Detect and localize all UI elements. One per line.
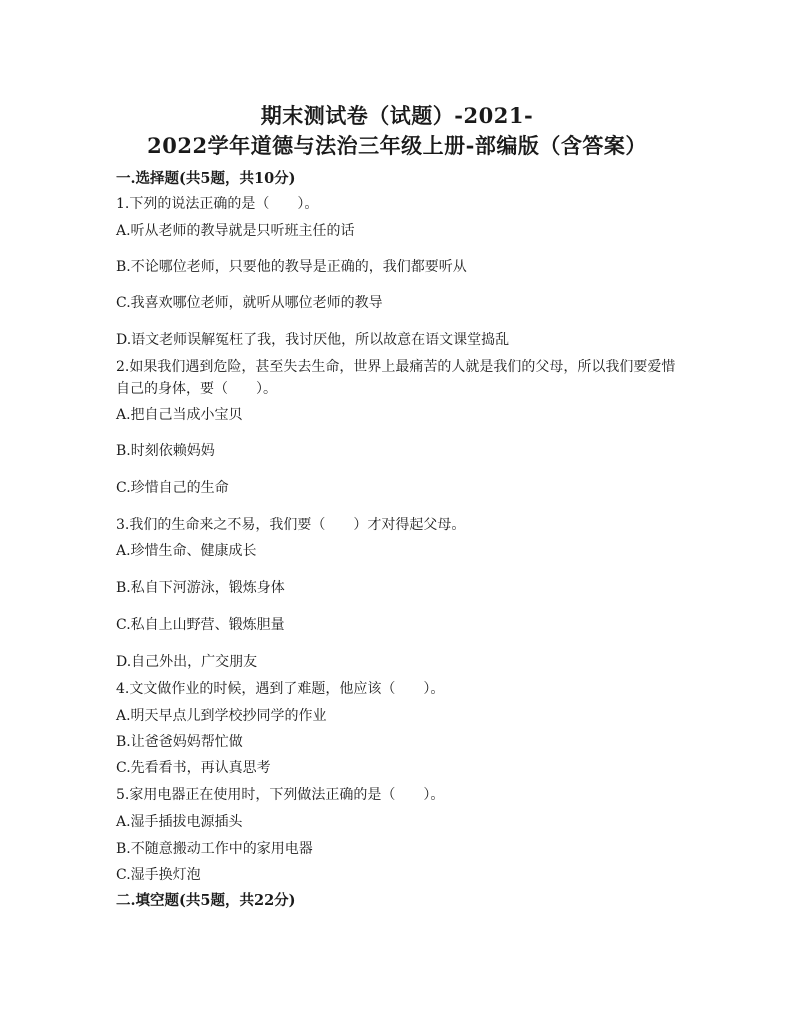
q3-option-c: C.私自上山野营、锻炼胆量 <box>116 617 285 633</box>
q3-option-b: B.私自下河游泳，锻炼身体 <box>116 580 285 596</box>
q2-option-a: A.把自己当成小宝贝 <box>116 407 243 423</box>
q5-option-b: B.不随意搬动工作中的家用电器 <box>116 841 313 857</box>
q1-option-c: C.我喜欢哪位老师，就听从哪位老师的教导 <box>116 295 383 311</box>
question-stem-1: 1.下列的说法正确的是（ ）。 <box>116 196 319 212</box>
q4-option-c: C.先看看书，再认真思考 <box>116 760 271 776</box>
question-stem-3: 3.我们的生命来之不易，我们要（ ）才对得起父母。 <box>116 517 466 533</box>
title-line-2: 2022学年道德与法治三年级上册-部编版（含答案） <box>147 133 647 158</box>
q2-option-c: C.珍惜自己的生命 <box>116 480 229 496</box>
title-line-1: 期末测试卷（试题）-2021- <box>260 103 534 128</box>
q5-option-a: A.湿手插拔电源插头 <box>116 814 243 830</box>
q1-option-b: B.不论哪位老师，只要他的教导是正确的，我们都要听从 <box>116 259 467 275</box>
section-heading-choice: 一.选择题(共5题，共10分) <box>116 170 296 187</box>
q1-option-a: A.听从老师的教导就是只听班主任的话 <box>116 223 355 239</box>
question-stem-2: 2.如果我们遇到危险，甚至失去生命，世界上最痛苦的人就是我们的父母，所以我们要爱惜自己的身体，要（ ）。 <box>116 359 676 397</box>
q1-option-d: D.语文老师误解冤枉了我，我讨厌他，所以故意在语文课堂捣乱 <box>116 332 510 348</box>
q4-option-b: B.让爸爸妈妈帮忙做 <box>116 734 243 750</box>
q4-option-a: A.明天早点儿到学校抄同学的作业 <box>116 708 327 724</box>
question-stem-4: 4.文文做作业的时候，遇到了难题，他应该（ ）。 <box>116 681 445 697</box>
q3-option-a: A.珍惜生命、健康成长 <box>116 543 257 559</box>
section-heading-fill: 二.填空题(共5题，共22分) <box>116 892 296 909</box>
q2-option-b: B.时刻依赖妈妈 <box>116 443 215 459</box>
question-stem-5: 5.家用电器正在使用时，下列做法正确的是（ ）。 <box>116 787 445 803</box>
q3-option-d: D.自己外出，广交朋友 <box>116 654 258 670</box>
q5-option-c: C.湿手换灯泡 <box>116 867 201 883</box>
